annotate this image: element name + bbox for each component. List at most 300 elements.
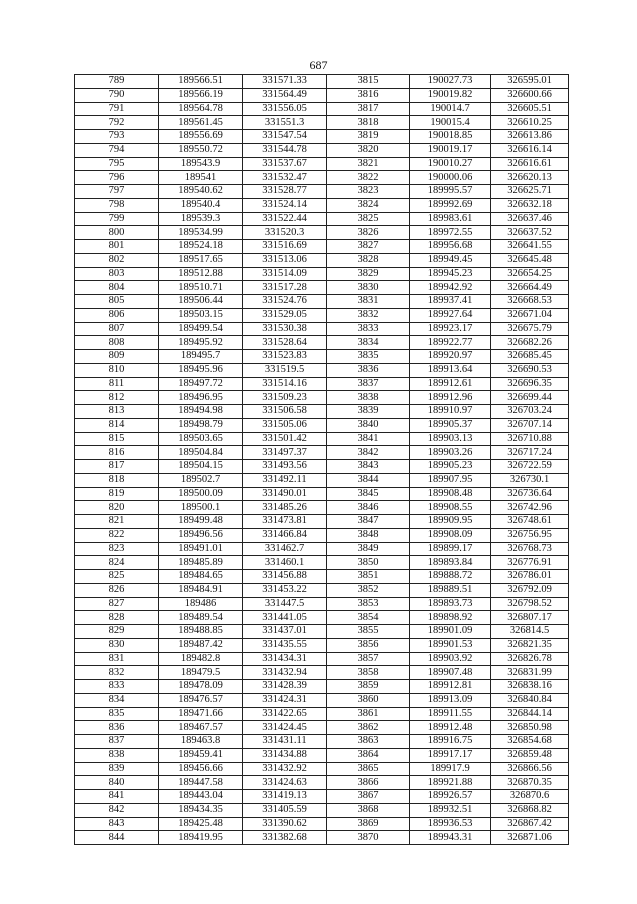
- y-coordinate-right-cell: 326668.53: [491, 295, 569, 309]
- point-number-left-cell: 811: [75, 377, 159, 391]
- y-coordinate-left-cell: 331434.31: [243, 652, 327, 666]
- y-coordinate-right-cell: 326696.35: [491, 377, 569, 391]
- table-row: [75, 185, 569, 199]
- point-number-right-cell: 3832: [327, 308, 410, 322]
- x-coordinate-right-cell: 189912.48: [410, 721, 491, 735]
- x-coordinate-right-cell: 189936.53: [410, 817, 491, 831]
- table-row: [75, 625, 569, 639]
- x-coordinate-left-cell: 189443.04: [159, 790, 243, 804]
- table-row: [75, 762, 569, 776]
- coordinates-table: [74, 74, 569, 845]
- point-number-right-cell: 3830: [327, 281, 410, 295]
- x-coordinate-right-cell: 190000.06: [410, 171, 491, 185]
- table-row: [75, 130, 569, 144]
- point-number-left-cell: 807: [75, 322, 159, 336]
- point-number-right-cell: 3839: [327, 405, 410, 419]
- x-coordinate-right-cell: 189926.57: [410, 790, 491, 804]
- table-row: [75, 611, 569, 625]
- point-number-right-cell: 3826: [327, 226, 410, 240]
- y-coordinate-left-cell: 331501.42: [243, 432, 327, 446]
- y-coordinate-left-cell: 331551.3: [243, 116, 327, 130]
- x-coordinate-left-cell: 189487.42: [159, 638, 243, 652]
- point-number-left-cell: 817: [75, 460, 159, 474]
- table-row: [75, 735, 569, 749]
- y-coordinate-left-cell: 331505.06: [243, 418, 327, 432]
- table-row: [75, 226, 569, 240]
- point-number-right-cell: 3852: [327, 583, 410, 597]
- point-number-right-cell: 3841: [327, 432, 410, 446]
- x-coordinate-left-cell: 189541: [159, 171, 243, 185]
- x-coordinate-right-cell: 189910.97: [410, 405, 491, 419]
- table-row: [75, 116, 569, 130]
- x-coordinate-right-cell: 190027.73: [410, 75, 491, 89]
- point-number-right-cell: 3866: [327, 776, 410, 790]
- point-number-right-cell: 3818: [327, 116, 410, 130]
- table-row: [75, 831, 569, 845]
- point-number-right-cell: 3816: [327, 88, 410, 102]
- point-number-left-cell: 805: [75, 295, 159, 309]
- point-number-left-cell: 816: [75, 446, 159, 460]
- y-coordinate-left-cell: 331524.76: [243, 295, 327, 309]
- point-number-left-cell: 799: [75, 212, 159, 226]
- point-number-right-cell: 3863: [327, 735, 410, 749]
- point-number-right-cell: 3853: [327, 597, 410, 611]
- point-number-right-cell: 3820: [327, 143, 410, 157]
- table-row: [75, 748, 569, 762]
- point-number-left-cell: 832: [75, 666, 159, 680]
- point-number-left-cell: 792: [75, 116, 159, 130]
- y-coordinate-right-cell: 326844.14: [491, 707, 569, 721]
- table-row: [75, 391, 569, 405]
- point-number-right-cell: 3815: [327, 75, 410, 89]
- table-row: [75, 515, 569, 529]
- x-coordinate-left-cell: 189556.69: [159, 130, 243, 144]
- x-coordinate-right-cell: 189949.45: [410, 253, 491, 267]
- y-coordinate-left-cell: 331428.39: [243, 680, 327, 694]
- table-row: [75, 418, 569, 432]
- x-coordinate-left-cell: 189496.56: [159, 528, 243, 542]
- x-coordinate-right-cell: 189893.73: [410, 597, 491, 611]
- point-number-left-cell: 827: [75, 597, 159, 611]
- point-number-right-cell: 3825: [327, 212, 410, 226]
- x-coordinate-right-cell: 190019.17: [410, 143, 491, 157]
- x-coordinate-right-cell: 189893.84: [410, 556, 491, 570]
- x-coordinate-left-cell: 189566.51: [159, 75, 243, 89]
- y-coordinate-right-cell: 326792.09: [491, 583, 569, 597]
- table-row: [75, 652, 569, 666]
- x-coordinate-right-cell: 189912.96: [410, 391, 491, 405]
- x-coordinate-left-cell: 189484.65: [159, 570, 243, 584]
- table-row: [75, 267, 569, 281]
- point-number-right-cell: 3868: [327, 803, 410, 817]
- y-coordinate-right-cell: 326826.78: [491, 652, 569, 666]
- point-number-left-cell: 802: [75, 253, 159, 267]
- table-row: [75, 253, 569, 267]
- x-coordinate-left-cell: 189425.48: [159, 817, 243, 831]
- y-coordinate-right-cell: 326838.16: [491, 680, 569, 694]
- point-number-right-cell: 3857: [327, 652, 410, 666]
- table-row: [75, 88, 569, 102]
- point-number-left-cell: 795: [75, 157, 159, 171]
- x-coordinate-right-cell: 189992.69: [410, 198, 491, 212]
- y-coordinate-left-cell: 331547.54: [243, 130, 327, 144]
- table-row: [75, 446, 569, 460]
- table-row: [75, 363, 569, 377]
- y-coordinate-right-cell: 326786.01: [491, 570, 569, 584]
- y-coordinate-left-cell: 331513.06: [243, 253, 327, 267]
- y-coordinate-right-cell: 326664.49: [491, 281, 569, 295]
- point-number-right-cell: 3856: [327, 638, 410, 652]
- x-coordinate-left-cell: 189447.58: [159, 776, 243, 790]
- point-number-right-cell: 3843: [327, 460, 410, 474]
- point-number-left-cell: 789: [75, 75, 159, 89]
- x-coordinate-right-cell: 189888.72: [410, 570, 491, 584]
- point-number-left-cell: 826: [75, 583, 159, 597]
- y-coordinate-right-cell: 326625.71: [491, 185, 569, 199]
- y-coordinate-left-cell: 331528.64: [243, 336, 327, 350]
- table-row: [75, 460, 569, 474]
- x-coordinate-right-cell: 189932.51: [410, 803, 491, 817]
- point-number-right-cell: 3821: [327, 157, 410, 171]
- x-coordinate-left-cell: 189566.19: [159, 88, 243, 102]
- table-row: [75, 680, 569, 694]
- point-number-left-cell: 819: [75, 487, 159, 501]
- y-coordinate-right-cell: 326613.86: [491, 130, 569, 144]
- point-number-left-cell: 843: [75, 817, 159, 831]
- point-number-left-cell: 808: [75, 336, 159, 350]
- table-row: [75, 583, 569, 597]
- point-number-left-cell: 840: [75, 776, 159, 790]
- point-number-left-cell: 844: [75, 831, 159, 845]
- point-number-left-cell: 806: [75, 308, 159, 322]
- y-coordinate-left-cell: 331434.88: [243, 748, 327, 762]
- point-number-left-cell: 841: [75, 790, 159, 804]
- y-coordinate-left-cell: 331528.77: [243, 185, 327, 199]
- point-number-right-cell: 3844: [327, 473, 410, 487]
- x-coordinate-left-cell: 189500.09: [159, 487, 243, 501]
- x-coordinate-right-cell: 190015.4: [410, 116, 491, 130]
- point-number-right-cell: 3858: [327, 666, 410, 680]
- y-coordinate-left-cell: 331517.28: [243, 281, 327, 295]
- point-number-left-cell: 831: [75, 652, 159, 666]
- x-coordinate-right-cell: 189913.64: [410, 363, 491, 377]
- point-number-right-cell: 3827: [327, 240, 410, 254]
- point-number-left-cell: 804: [75, 281, 159, 295]
- table-row: [75, 432, 569, 446]
- y-coordinate-left-cell: 331492.11: [243, 473, 327, 487]
- y-coordinate-left-cell: 331537.67: [243, 157, 327, 171]
- x-coordinate-right-cell: 189943.31: [410, 831, 491, 845]
- y-coordinate-right-cell: 326699.44: [491, 391, 569, 405]
- table-row: [75, 501, 569, 515]
- point-number-left-cell: 796: [75, 171, 159, 185]
- point-number-left-cell: 822: [75, 528, 159, 542]
- y-coordinate-left-cell: 331435.55: [243, 638, 327, 652]
- x-coordinate-left-cell: 189524.18: [159, 240, 243, 254]
- point-number-left-cell: 833: [75, 680, 159, 694]
- y-coordinate-right-cell: 326854.68: [491, 735, 569, 749]
- table-row: [75, 776, 569, 790]
- table-row: [75, 817, 569, 831]
- table-row: [75, 171, 569, 185]
- y-coordinate-left-cell: 331424.63: [243, 776, 327, 790]
- y-coordinate-right-cell: 326867.42: [491, 817, 569, 831]
- table-row: [75, 405, 569, 419]
- x-coordinate-right-cell: 189972.55: [410, 226, 491, 240]
- point-number-right-cell: 3835: [327, 350, 410, 364]
- y-coordinate-right-cell: 326748.61: [491, 515, 569, 529]
- x-coordinate-right-cell: 189901.53: [410, 638, 491, 652]
- x-coordinate-right-cell: 189889.51: [410, 583, 491, 597]
- point-number-left-cell: 813: [75, 405, 159, 419]
- x-coordinate-right-cell: 189907.48: [410, 666, 491, 680]
- table-row: [75, 487, 569, 501]
- point-number-left-cell: 801: [75, 240, 159, 254]
- y-coordinate-left-cell: 331509.23: [243, 391, 327, 405]
- y-coordinate-left-cell: 331431.11: [243, 735, 327, 749]
- y-coordinate-right-cell: 326866.56: [491, 762, 569, 776]
- x-coordinate-left-cell: 189491.01: [159, 542, 243, 556]
- y-coordinate-right-cell: 326807.17: [491, 611, 569, 625]
- y-coordinate-right-cell: 326814.5: [491, 625, 569, 639]
- y-coordinate-left-cell: 331447.5: [243, 597, 327, 611]
- x-coordinate-left-cell: 189500.1: [159, 501, 243, 515]
- point-number-left-cell: 830: [75, 638, 159, 652]
- table-row: [75, 638, 569, 652]
- y-coordinate-right-cell: 326831.99: [491, 666, 569, 680]
- x-coordinate-left-cell: 189495.7: [159, 350, 243, 364]
- y-coordinate-left-cell: 331456.88: [243, 570, 327, 584]
- table-row: [75, 377, 569, 391]
- x-coordinate-left-cell: 189485.89: [159, 556, 243, 570]
- point-number-left-cell: 810: [75, 363, 159, 377]
- x-coordinate-right-cell: 189922.77: [410, 336, 491, 350]
- y-coordinate-left-cell: 331382.68: [243, 831, 327, 845]
- x-coordinate-left-cell: 189517.65: [159, 253, 243, 267]
- y-coordinate-right-cell: 326641.55: [491, 240, 569, 254]
- point-number-right-cell: 3864: [327, 748, 410, 762]
- y-coordinate-right-cell: 326620.13: [491, 171, 569, 185]
- point-number-left-cell: 791: [75, 102, 159, 116]
- point-number-left-cell: 790: [75, 88, 159, 102]
- y-coordinate-right-cell: 326730.1: [491, 473, 569, 487]
- point-number-left-cell: 823: [75, 542, 159, 556]
- point-number-right-cell: 3829: [327, 267, 410, 281]
- y-coordinate-left-cell: 331544.78: [243, 143, 327, 157]
- table-row: [75, 143, 569, 157]
- x-coordinate-left-cell: 189486: [159, 597, 243, 611]
- x-coordinate-right-cell: 189898.92: [410, 611, 491, 625]
- y-coordinate-right-cell: 326605.51: [491, 102, 569, 116]
- x-coordinate-left-cell: 189499.48: [159, 515, 243, 529]
- x-coordinate-right-cell: 189908.48: [410, 487, 491, 501]
- x-coordinate-right-cell: 189905.37: [410, 418, 491, 432]
- y-coordinate-left-cell: 331514.16: [243, 377, 327, 391]
- table-row: [75, 281, 569, 295]
- x-coordinate-right-cell: 189923.17: [410, 322, 491, 336]
- table-row: [75, 803, 569, 817]
- x-coordinate-left-cell: 189539.3: [159, 212, 243, 226]
- table-row: [75, 198, 569, 212]
- point-number-right-cell: 3865: [327, 762, 410, 776]
- table-row: [75, 212, 569, 226]
- y-coordinate-left-cell: 331529.05: [243, 308, 327, 322]
- y-coordinate-right-cell: 326616.14: [491, 143, 569, 157]
- point-number-left-cell: 809: [75, 350, 159, 364]
- y-coordinate-left-cell: 331493.56: [243, 460, 327, 474]
- x-coordinate-left-cell: 189543.9: [159, 157, 243, 171]
- table-row: [75, 666, 569, 680]
- point-number-left-cell: 803: [75, 267, 159, 281]
- x-coordinate-left-cell: 189498.79: [159, 418, 243, 432]
- y-coordinate-right-cell: 326671.04: [491, 308, 569, 322]
- point-number-right-cell: 3849: [327, 542, 410, 556]
- x-coordinate-right-cell: 189917.9: [410, 762, 491, 776]
- x-coordinate-right-cell: 189905.23: [410, 460, 491, 474]
- point-number-left-cell: 821: [75, 515, 159, 529]
- x-coordinate-left-cell: 189467.57: [159, 721, 243, 735]
- x-coordinate-left-cell: 189534.99: [159, 226, 243, 240]
- y-coordinate-right-cell: 326768.73: [491, 542, 569, 556]
- y-coordinate-left-cell: 331519.5: [243, 363, 327, 377]
- y-coordinate-right-cell: 326682.26: [491, 336, 569, 350]
- point-number-left-cell: 793: [75, 130, 159, 144]
- point-number-right-cell: 3870: [327, 831, 410, 845]
- x-coordinate-right-cell: 189912.81: [410, 680, 491, 694]
- y-coordinate-left-cell: 331490.01: [243, 487, 327, 501]
- y-coordinate-right-cell: 326850.98: [491, 721, 569, 735]
- x-coordinate-right-cell: 189942.92: [410, 281, 491, 295]
- y-coordinate-right-cell: 326798.52: [491, 597, 569, 611]
- x-coordinate-right-cell: 189903.13: [410, 432, 491, 446]
- x-coordinate-left-cell: 189471.66: [159, 707, 243, 721]
- table-row: [75, 157, 569, 171]
- point-number-right-cell: 3855: [327, 625, 410, 639]
- x-coordinate-left-cell: 189510.71: [159, 281, 243, 295]
- y-coordinate-right-cell: 326821.35: [491, 638, 569, 652]
- x-coordinate-left-cell: 189478.09: [159, 680, 243, 694]
- point-number-right-cell: 3842: [327, 446, 410, 460]
- point-number-left-cell: 794: [75, 143, 159, 157]
- x-coordinate-right-cell: 189911.55: [410, 707, 491, 721]
- x-coordinate-left-cell: 189564.78: [159, 102, 243, 116]
- point-number-right-cell: 3850: [327, 556, 410, 570]
- table-row: [75, 295, 569, 309]
- y-coordinate-right-cell: 326703.24: [491, 405, 569, 419]
- x-coordinate-left-cell: 189506.44: [159, 295, 243, 309]
- y-coordinate-right-cell: 326870.35: [491, 776, 569, 790]
- point-number-left-cell: 842: [75, 803, 159, 817]
- point-number-right-cell: 3824: [327, 198, 410, 212]
- point-number-left-cell: 815: [75, 432, 159, 446]
- x-coordinate-right-cell: 189956.68: [410, 240, 491, 254]
- x-coordinate-right-cell: 189937.41: [410, 295, 491, 309]
- x-coordinate-left-cell: 189495.96: [159, 363, 243, 377]
- point-number-right-cell: 3822: [327, 171, 410, 185]
- y-coordinate-right-cell: 326654.25: [491, 267, 569, 281]
- x-coordinate-left-cell: 189419.95: [159, 831, 243, 845]
- y-coordinate-right-cell: 326859.48: [491, 748, 569, 762]
- table-row: [75, 597, 569, 611]
- point-number-left-cell: 829: [75, 625, 159, 639]
- x-coordinate-left-cell: 189540.4: [159, 198, 243, 212]
- x-coordinate-right-cell: 190019.82: [410, 88, 491, 102]
- y-coordinate-left-cell: 331473.81: [243, 515, 327, 529]
- point-number-right-cell: 3859: [327, 680, 410, 694]
- point-number-left-cell: 825: [75, 570, 159, 584]
- x-coordinate-left-cell: 189434.35: [159, 803, 243, 817]
- y-coordinate-right-cell: 326707.14: [491, 418, 569, 432]
- point-number-right-cell: 3823: [327, 185, 410, 199]
- y-coordinate-left-cell: 331390.62: [243, 817, 327, 831]
- y-coordinate-left-cell: 331432.94: [243, 666, 327, 680]
- y-coordinate-left-cell: 331514.09: [243, 267, 327, 281]
- y-coordinate-left-cell: 331466.84: [243, 528, 327, 542]
- x-coordinate-right-cell: 189917.17: [410, 748, 491, 762]
- y-coordinate-left-cell: 331460.1: [243, 556, 327, 570]
- x-coordinate-right-cell: 189920.97: [410, 350, 491, 364]
- y-coordinate-right-cell: 326685.45: [491, 350, 569, 364]
- x-coordinate-right-cell: 189913.09: [410, 693, 491, 707]
- table-row: [75, 473, 569, 487]
- table-row: [75, 322, 569, 336]
- point-number-right-cell: 3817: [327, 102, 410, 116]
- table-row: [75, 542, 569, 556]
- point-number-right-cell: 3846: [327, 501, 410, 515]
- table-row: [75, 336, 569, 350]
- x-coordinate-left-cell: 189463.8: [159, 735, 243, 749]
- table-row: [75, 308, 569, 322]
- x-coordinate-right-cell: 189908.09: [410, 528, 491, 542]
- point-number-right-cell: 3862: [327, 721, 410, 735]
- y-coordinate-left-cell: 331520.3: [243, 226, 327, 240]
- point-number-left-cell: 835: [75, 707, 159, 721]
- point-number-right-cell: 3847: [327, 515, 410, 529]
- x-coordinate-right-cell: 189921.88: [410, 776, 491, 790]
- point-number-right-cell: 3869: [327, 817, 410, 831]
- x-coordinate-left-cell: 189494.98: [159, 405, 243, 419]
- y-coordinate-right-cell: 326722.59: [491, 460, 569, 474]
- y-coordinate-left-cell: 331485.26: [243, 501, 327, 515]
- y-coordinate-left-cell: 331530.38: [243, 322, 327, 336]
- x-coordinate-right-cell: 189908.55: [410, 501, 491, 515]
- y-coordinate-right-cell: 326776.91: [491, 556, 569, 570]
- x-coordinate-left-cell: 189489.54: [159, 611, 243, 625]
- point-number-left-cell: 800: [75, 226, 159, 240]
- x-coordinate-right-cell: 189916.75: [410, 735, 491, 749]
- point-number-right-cell: 3860: [327, 693, 410, 707]
- y-coordinate-left-cell: 331571.33: [243, 75, 327, 89]
- point-number-right-cell: 3831: [327, 295, 410, 309]
- table-row: [75, 102, 569, 116]
- y-coordinate-right-cell: 326870.6: [491, 790, 569, 804]
- point-number-left-cell: 824: [75, 556, 159, 570]
- y-coordinate-left-cell: 331462.7: [243, 542, 327, 556]
- point-number-left-cell: 818: [75, 473, 159, 487]
- x-coordinate-left-cell: 189488.85: [159, 625, 243, 639]
- y-coordinate-left-cell: 331441.05: [243, 611, 327, 625]
- y-coordinate-right-cell: 326600.66: [491, 88, 569, 102]
- page-number: 687: [309, 58, 328, 72]
- y-coordinate-left-cell: 331437.01: [243, 625, 327, 639]
- x-coordinate-right-cell: 189945.23: [410, 267, 491, 281]
- x-coordinate-right-cell: 189927.64: [410, 308, 491, 322]
- x-coordinate-right-cell: 189903.92: [410, 652, 491, 666]
- point-number-left-cell: 836: [75, 721, 159, 735]
- y-coordinate-left-cell: 331405.59: [243, 803, 327, 817]
- table-row: [75, 693, 569, 707]
- x-coordinate-left-cell: 189482.8: [159, 652, 243, 666]
